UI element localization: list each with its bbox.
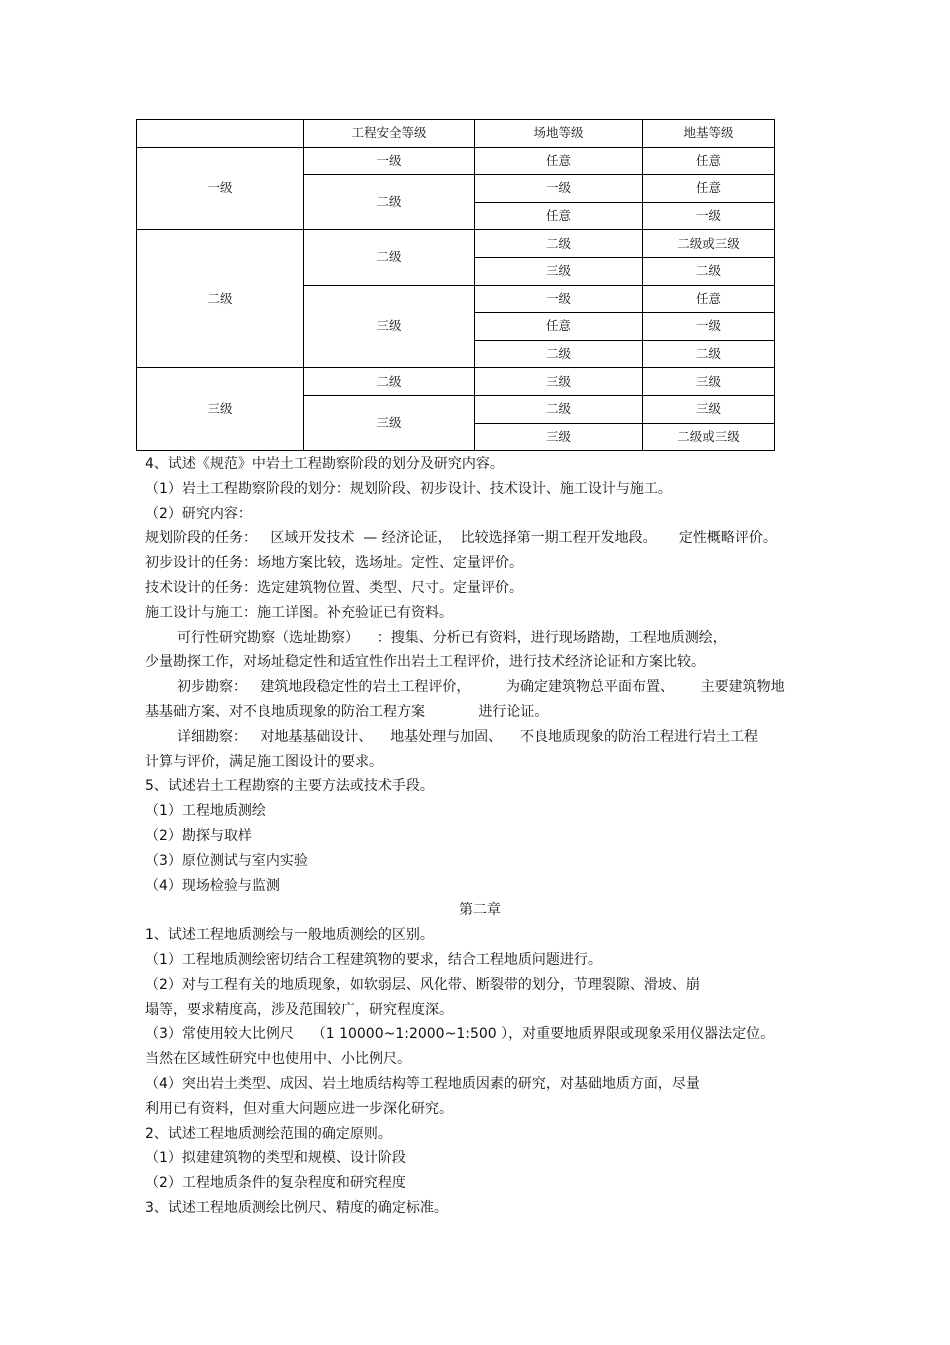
site-grade-cell: 二级 bbox=[475, 230, 643, 258]
group-label-cell: 二级 bbox=[137, 230, 304, 368]
text-line: 少量勘探工作，对场址稳定性和适宜性作出岩土工程评价，进行技术经济论证和方案比较。 bbox=[145, 654, 705, 671]
text-line: 当然在区域性研究中也使用中、小比例尺。 bbox=[145, 1051, 411, 1068]
text-line: 1、试述工程地质测绘与一般地质测绘的区别。 bbox=[145, 927, 434, 944]
text-line: 施工设计与施工：施工详图。补充验证已有资料。 bbox=[145, 604, 453, 621]
text-line: （4）现场检验与监测 bbox=[145, 877, 280, 894]
text-line: 详细勘察： 对地基基础设计、 地基处理与加固、 不良地质现象的防治工程进行岩土工程 bbox=[177, 728, 758, 745]
text-line: （2）对与工程有关的地质现象，如软弱层、风化带、断裂带的划分，节理裂隙、滑坡、崩 bbox=[145, 976, 700, 993]
site-grade-cell: 三级 bbox=[475, 423, 643, 451]
foundation-grade-cell: 三级 bbox=[643, 368, 775, 396]
foundation-grade-cell: 三级 bbox=[643, 395, 775, 423]
text-line: （2）工程地质条件的复杂程度和研究程度 bbox=[145, 1175, 406, 1192]
header-cell: 工程安全等级 bbox=[304, 120, 475, 148]
text-line: 塌等，要求精度高，涉及范围较广，研究程度深。 bbox=[145, 1001, 453, 1018]
safety-level-cell: 三级 bbox=[304, 395, 475, 450]
foundation-grade-cell: 任意 bbox=[643, 147, 775, 175]
table-row bbox=[137, 147, 775, 175]
foundation-grade-cell: 一级 bbox=[643, 313, 775, 341]
foundation-grade-cell: 二级 bbox=[643, 257, 775, 285]
safety-level-cell: 二级 bbox=[304, 368, 475, 396]
foundation-grade-cell: 任意 bbox=[643, 285, 775, 313]
site-grade-cell: 任意 bbox=[475, 202, 643, 230]
text-line: 3、试述工程地质测绘比例尺、精度的确定标准。 bbox=[145, 1199, 448, 1216]
text-line: 4、试述《规范》中岩土工程勘察阶段的划分及研究内容。 bbox=[145, 456, 504, 472]
header-cell: 地基等级 bbox=[643, 120, 775, 148]
text-line: （2）勘探与取样 bbox=[145, 827, 252, 844]
text-line: （1）拟建建筑物的类型和规模、设计阶段 bbox=[145, 1150, 406, 1167]
text-line: 利用已有资料，但对重大问题应进一步深化研究。 bbox=[145, 1100, 453, 1117]
text-line: 初步勘察： 建筑地段稳定性的岩土工程评价， 为确定建筑物总平面布置、 主要建筑物地 bbox=[177, 679, 785, 696]
site-grade-cell: 任意 bbox=[475, 313, 643, 341]
text-line: （3）原位测试与室内实验 bbox=[145, 852, 308, 869]
group-label-cell: 三级 bbox=[137, 368, 304, 451]
table-header-row bbox=[137, 120, 775, 148]
text-line: 2、试述工程地质测绘范围的确定原则。 bbox=[145, 1125, 392, 1142]
group-label-cell: 一级 bbox=[137, 147, 304, 230]
safety-level-cell: 一级 bbox=[304, 147, 475, 175]
table-row bbox=[137, 230, 775, 258]
site-grade-cell: 一级 bbox=[475, 175, 643, 203]
text-line: （1）岩土工程勘察阶段的划分：规划阶段、初步设计、技术设计、施工设计与施工。 bbox=[145, 480, 672, 497]
site-grade-cell: 二级 bbox=[475, 395, 643, 423]
chapter-heading: 第二章 bbox=[459, 902, 501, 919]
foundation-grade-cell: 一级 bbox=[643, 202, 775, 230]
text-line: 基基础方案、对不良地质现象的防治工程方案 进行论证。 bbox=[145, 703, 549, 720]
foundation-grade-cell: 任意 bbox=[643, 175, 775, 203]
text-line: （3）常使用较大比例尺 （1 10000~1:2000~1:500 ），对重要地质界限或现象采用仪器法定位。 bbox=[145, 1026, 775, 1043]
grade-table bbox=[136, 119, 775, 451]
foundation-grade-cell: 二级或三级 bbox=[643, 230, 775, 258]
safety-level-cell: 三级 bbox=[304, 285, 475, 368]
header-cell: 场地等级 bbox=[475, 120, 643, 148]
safety-level-cell: 二级 bbox=[304, 175, 475, 230]
text-line: 计算与评价，满足施工图设计的要求。 bbox=[145, 753, 383, 770]
text-line: （2）研究内容： bbox=[145, 505, 252, 522]
table-row bbox=[137, 368, 775, 396]
site-grade-cell: 二级 bbox=[475, 340, 643, 368]
text-line: 规划阶段的任务： 区域开发技术 — 经济论证， 比较选择第一期工程开发地段。 定性概略评价。 bbox=[145, 530, 777, 547]
text-line: （1）工程地质测绘 bbox=[145, 803, 266, 820]
foundation-grade-cell: 二级 bbox=[643, 340, 775, 368]
text-line: 技术设计的任务：选定建筑物位置、类型、尺寸。定量评价。 bbox=[145, 579, 523, 596]
text-line: 5、试述岩土工程勘察的主要方法或技术手段。 bbox=[145, 778, 434, 795]
text-line: 可行性研究勘察（选址勘察） ：搜集、分析已有资料，进行现场踏勘，工程地质测绘， bbox=[177, 629, 727, 646]
site-grade-cell: 三级 bbox=[475, 257, 643, 285]
safety-level-cell: 二级 bbox=[304, 230, 475, 285]
site-grade-cell: 三级 bbox=[475, 368, 643, 396]
text-line: （4）突出岩土类型、成因、岩土地质结构等工程地质因素的研究，对基础地质方面，尽量 bbox=[145, 1075, 700, 1092]
site-grade-cell: 任意 bbox=[475, 147, 643, 175]
text-line: （1）工程地质测绘密切结合工程建筑物的要求，结合工程地质问题进行。 bbox=[145, 951, 602, 968]
foundation-grade-cell: 二级或三级 bbox=[643, 423, 775, 451]
text-line: 初步设计的任务：场地方案比较，选场址。定性、定量评价。 bbox=[145, 555, 523, 572]
body-text bbox=[145, 452, 815, 1221]
site-grade-cell: 一级 bbox=[475, 285, 643, 313]
header-cell bbox=[137, 120, 304, 148]
